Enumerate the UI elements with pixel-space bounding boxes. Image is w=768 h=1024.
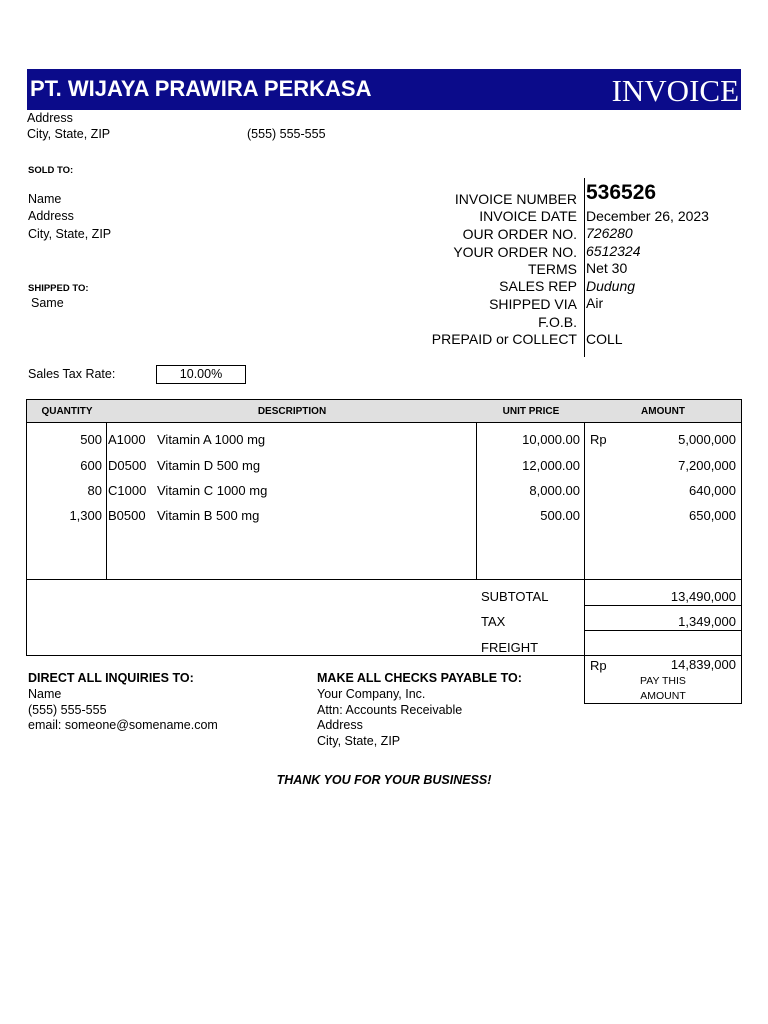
sold-to-address: Address — [28, 209, 74, 223]
shipped-via-value: Air — [586, 295, 604, 311]
row-qty: 80 — [87, 483, 102, 498]
row-unit-price: 8,000.00 — [529, 483, 580, 498]
inquiries-name: Name — [28, 687, 62, 701]
invoice-number-label: INVOICE NUMBER — [454, 191, 577, 207]
row-amount: 640,000 — [689, 483, 736, 498]
row-code: D0500 — [108, 458, 147, 473]
qty-col-line — [106, 423, 107, 579]
thank-you-note: THANK YOU FOR YOUR BUSINESS! — [276, 773, 492, 787]
checks-heading: MAKE ALL CHECKS PAYABLE TO: — [317, 671, 522, 685]
row-amount: 7,200,000 — [678, 458, 736, 473]
prepaid-collect-value: COLL — [586, 331, 623, 347]
sold-to-label: SOLD TO: — [28, 165, 74, 176]
shipped-via-label: SHIPPED VIA — [489, 296, 577, 312]
freight-label: FREIGHT — [481, 640, 539, 655]
sales-rep-value: Dudung — [586, 278, 636, 294]
our-order-value: 726280 — [586, 225, 633, 241]
tax-rate-field: 10.00% — [156, 365, 246, 384]
header-banner — [27, 69, 741, 110]
fob-label: F.O.B. — [538, 314, 577, 330]
our-order-label: OUR ORDER NO. — [462, 226, 577, 242]
desc-col-line — [476, 423, 477, 579]
prepaid-collect-label: PREPAID or COLLECT — [431, 331, 577, 347]
invoice-date-label: INVOICE DATE — [479, 208, 577, 224]
document-title: INVOICE — [611, 73, 739, 108]
price-col-line — [584, 423, 585, 655]
sales-rep-label: SALES REP — [499, 278, 577, 294]
row-qty: 500 — [80, 432, 102, 447]
checks-line-3: Address — [317, 718, 363, 732]
row-unit-price: 12,000.00 — [522, 458, 580, 473]
checks-line-4: City, State, ZIP — [317, 734, 401, 748]
inquiries-heading: DIRECT ALL INQUIRIES TO: — [28, 671, 194, 685]
row-code: B0500 — [108, 508, 146, 523]
row-code: C1000 — [108, 483, 147, 498]
inquiries-phone: (555) 555-555 — [28, 703, 107, 717]
total-currency: Rp — [590, 658, 607, 673]
checks-line-2: Attn: Accounts Receivable — [317, 703, 463, 717]
invoice-number-value: 536526 — [586, 181, 657, 204]
pay-this-label: PAY THIS — [640, 675, 686, 687]
col-description: DESCRIPTION — [257, 406, 327, 417]
sold-to-city: City, State, ZIP — [28, 227, 112, 241]
subtotal-line — [585, 605, 741, 606]
row-qty: 600 — [80, 458, 102, 473]
shipped-to-label: SHIPPED TO: — [28, 283, 89, 294]
currency-symbol: Rp — [590, 432, 607, 447]
header-divider — [27, 422, 741, 423]
col-quantity: QUANTITY — [41, 406, 93, 417]
subtotal-label: SUBTOTAL — [481, 589, 549, 604]
your-order-label: YOUR ORDER NO. — [453, 244, 577, 260]
checks-line-1: Your Company, Inc. — [317, 687, 426, 701]
invoice-date-value: December 26, 2023 — [586, 208, 709, 224]
row-description: Vitamin D 500 mg — [157, 458, 261, 473]
col-amount: AMOUNT — [641, 406, 685, 417]
company-name: PT. WIJAYA PRAWIRA PERKASA — [30, 76, 372, 101]
row-amount: 5,000,000 — [678, 432, 736, 447]
tax-line — [585, 630, 741, 631]
shipped-to-value: Same — [31, 296, 64, 310]
terms-label: TERMS — [528, 261, 577, 277]
total-value: 14,839,000 — [670, 657, 736, 672]
tax-label: TAX — [481, 614, 506, 629]
pay-amount-label: AMOUNT — [640, 690, 686, 702]
tax-rate-label: Sales Tax Rate: — [28, 367, 116, 381]
company-phone: (555) 555-555 — [247, 127, 326, 141]
subtotal-value: 13,490,000 — [670, 589, 736, 604]
row-unit-price: 500.00 — [540, 508, 580, 523]
inquiries-email: email: someone@somename.com — [28, 718, 218, 732]
terms-value: Net 30 — [586, 260, 628, 276]
row-description: Vitamin B 500 mg — [157, 508, 260, 523]
row-amount: 650,000 — [689, 508, 736, 523]
meta-divider — [584, 178, 585, 357]
your-order-value: 6512324 — [586, 243, 641, 259]
sold-to-name: Name — [28, 192, 62, 206]
row-qty: 1,300 — [69, 508, 102, 523]
company-city: City, State, ZIP — [27, 127, 111, 141]
items-bottom-line — [27, 579, 741, 580]
row-code: A1000 — [108, 432, 146, 447]
row-description: Vitamin A 1000 mg — [157, 432, 266, 447]
col-unit-price: UNIT PRICE — [502, 406, 560, 417]
company-address: Address — [27, 111, 73, 125]
row-description: Vitamin C 1000 mg — [157, 483, 268, 498]
tax-value: 1,349,000 — [678, 614, 736, 629]
row-unit-price: 10,000.00 — [522, 432, 580, 447]
